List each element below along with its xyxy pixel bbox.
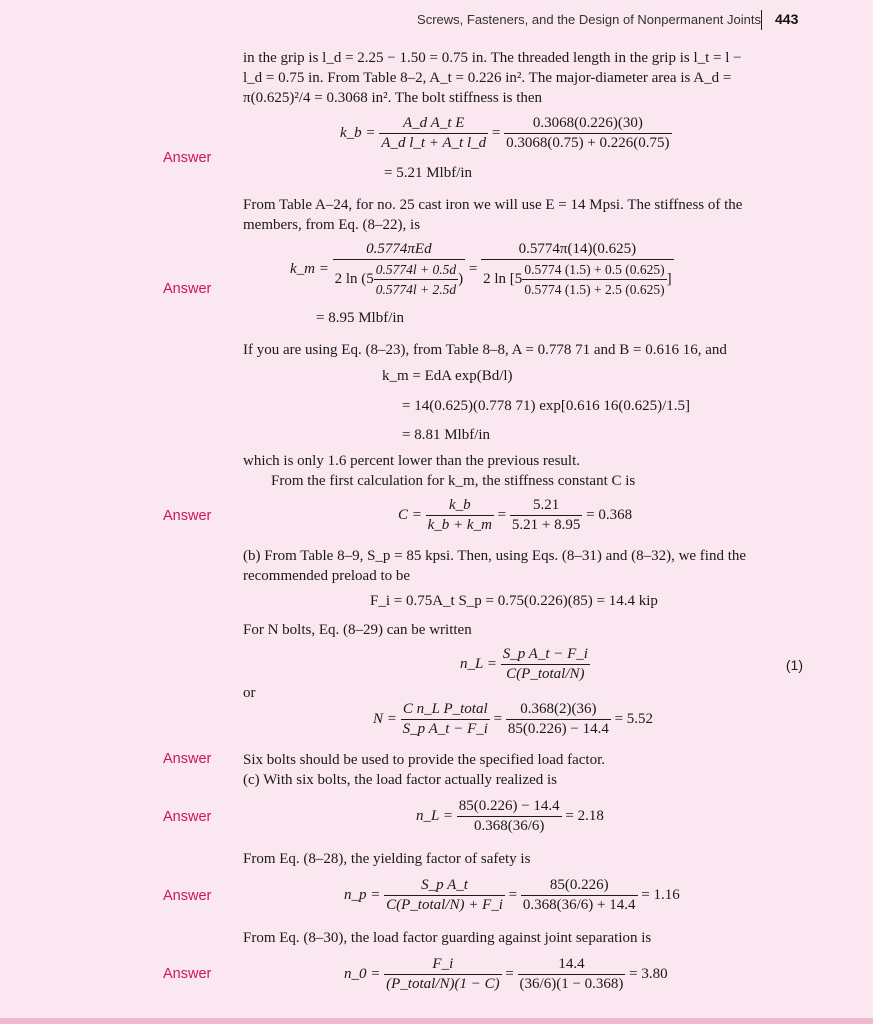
inner-fraction (374, 260, 458, 299)
text-line: recommended preload to be (243, 568, 411, 584)
fraction (504, 114, 671, 153)
text-line: in the grip is l_d = 2.25 − 1.50 = 0.75 in. The threaded length in the grip is l_t = l − (243, 50, 742, 66)
denominator: 2 ln [5 $\frac{0.5774 (1.5) + 0.5 (0.625)}{0.5774 (1.5) + 2.5 (0.625)}$ ] (483, 262, 672, 297)
fraction (481, 240, 674, 299)
running-header (0, 10, 873, 32)
text-line: (c) With six bolts, the load factor actually realized is (243, 772, 558, 788)
header-divider (761, 10, 762, 30)
text-line: (b) From Table 8–9, S_p = 85 kpsi. Then, using Eqs. (8–31) and (8–32), we find the (243, 548, 747, 564)
member-stiffness-equation: k_m = 0.5774πEd 2 ln (5 $\frac{0.5774l + 0.5d}{0.5774l + 2.5d}$ ) = 0.5774π(14)(0.625) 2 ln [5 $\frac{0.5774 (1.5) + 0.5 (0.625)}{0.5774 (1.5) + 2.5 (0.625)}$ ] (290, 241, 672, 297)
bolt-stiffness-equation: k_b = $\frac{\text{A\_d A\_t E}}{\text{A\_d l\_t + A\_t l\_d}}$ = $\frac{0.3068(0.226)(30)}{0.3068(0.75) + 0.226(0.75)}$ (340, 115, 670, 151)
numerator: A_d A_t E (379, 114, 488, 134)
equation-result: = 2.18 (565, 807, 604, 824)
numerator: k_b (426, 496, 494, 516)
paragraph-preload (243, 546, 803, 586)
equation-lhs: k_m = (290, 261, 329, 277)
member-stiffness-alt-line1: k_m = EdA exp(Bd/l) (382, 368, 513, 384)
fraction (521, 876, 638, 915)
fraction (457, 797, 562, 836)
preload-equation: F_i = 0.75A_t S_p = 0.75(0.226)(85) = 14.4 kip (370, 593, 658, 609)
denominator: 85(0.226) − 14.4 (507, 721, 609, 737)
fraction (426, 496, 494, 535)
equation-result: = 5.52 (614, 710, 654, 727)
paragraph-grip-lengths (243, 48, 803, 108)
denominator: 0.3068(0.75) + 0.226(0.75) (506, 135, 670, 151)
text-line: From Table A–24, for no. 25 cast iron we will use E = 14 Mpsi. The stiffness of the (243, 197, 743, 213)
fraction (384, 955, 501, 994)
text-line: which is only 1.6 percent lower than the previous result. (243, 453, 581, 469)
fraction (333, 240, 466, 299)
or-text: or (243, 685, 256, 701)
yielding-factor-equation: n_p = $\frac{\text{S\_p A\_t}}{\text{C(P\_total/N) + F\_i}}$ = $\frac{85(0.226)}{0.368(36/6) + 14.4}$ = 1.16 (344, 877, 680, 913)
numerator: 0.5774πEd (333, 240, 466, 260)
fraction (510, 496, 582, 535)
paragraph-yielding: From Eq. (8–28), the yielding factor of safety is (243, 851, 531, 867)
numerator: 0.5774l + 0.5d (374, 260, 458, 280)
member-stiffness-alt-line3: = 8.81 Mlbf/in (402, 427, 491, 443)
answer-label: Answer (163, 809, 212, 825)
paragraph-n-bolts: For N bolts, Eq. (8–29) can be written (243, 622, 472, 638)
denominator: C(P_total/N) (506, 666, 585, 682)
numerator: 5.21 (510, 496, 582, 516)
numerator: C n_L P_total (401, 700, 490, 720)
equation-lhs: n_0 = (344, 965, 381, 982)
numerator: 0.5774π(14)(0.625) (481, 240, 674, 260)
fraction (384, 876, 505, 915)
paragraph-six-bolts (243, 750, 803, 790)
denominator: 5.21 + 8.95 (511, 517, 581, 533)
stiffness-constant-equation: C = $\frac{k\_b}{k\_b + k\_m}$ = $\frac{5.21}{5.21 + 8.95}$ = 0.368 (398, 497, 633, 533)
numerator: 0.368(2)(36) (506, 700, 611, 720)
numerator: 14.4 (518, 955, 626, 975)
equation-lhs: k_b = (340, 124, 376, 141)
denominator: (36/6)(1 − 0.368) (519, 976, 624, 992)
separation-factor-equation: n_0 = $\frac{F\_i}{\text{(P\_total/N)(1 − C)}}$ = $\frac{14.4}{(36/6)(1 - 0.368)}$ = 3.80 (344, 956, 668, 992)
numerator: S_p A_t (384, 876, 505, 896)
fraction (379, 114, 488, 153)
denominator: 0.368(36/6) + 14.4 (522, 897, 636, 913)
numerator: S_p A_t − F_i (501, 645, 590, 665)
equation-result: = 0.368 (586, 506, 633, 523)
member-stiffness-alt-line2: = 14(0.625)(0.778 71) exp[0.616 16(0.625)/1.5] (402, 398, 690, 414)
equation-number: (1) (785, 657, 803, 673)
numerator: 85(0.226) − 14.4 (457, 797, 562, 817)
text-line: π(0.625)²/4 = 0.3068 in². The bolt stiffness is then (243, 90, 543, 106)
chapter-title: Screws, Fasteners, and the Design of Nonpermanent Joints (417, 12, 761, 27)
denominator: 0.5774 (1.5) + 2.5 (0.625) (524, 282, 665, 297)
text-line: Six bolts should be used to provide the specified load factor. (243, 752, 606, 768)
fraction (401, 700, 490, 739)
answer-label: Answer (163, 508, 212, 524)
inner-fraction (522, 260, 666, 299)
denominator: (P_total/N)(1 − C) (386, 976, 500, 992)
member-stiffness-result: = 8.95 Mlbf/in (316, 310, 405, 326)
equation-result: = 3.80 (629, 965, 668, 982)
fraction (506, 700, 611, 739)
denominator: k_b + k_m (427, 517, 492, 533)
equation-result: = 1.16 (641, 886, 680, 903)
numerator: 0.5774 (1.5) + 0.5 (0.625) (522, 260, 666, 280)
paragraph-joint-separation: From Eq. (8–30), the load factor guarding against joint separation is (243, 930, 652, 946)
text-line: members, from Eq. (8–22), is (243, 217, 421, 233)
number-of-bolts-equation: N = $\frac{\text{C n\_L P\_total}}{\text{S\_p A\_t − F\_i}}$ = $\frac{0.368(2)(36)}{85(0.226) - 14.4}$ = 5.52 (373, 701, 654, 737)
denominator: A_d l_t + A_t l_d (381, 135, 487, 151)
paragraph-member-stiffness (243, 195, 803, 235)
equation-lhs: n_L = (416, 807, 453, 824)
answer-label: Answer (163, 966, 212, 982)
numerator: 85(0.226) (521, 876, 638, 896)
denominator: 0.368(36/6) (473, 818, 545, 834)
load-factor-equation (460, 645, 590, 684)
answer-label: Answer (163, 888, 212, 904)
text-line: From the first calculation for k_m, the stiffness constant C is (271, 473, 636, 489)
paragraph-alt-method: If you are using Eq. (8–23), from Table 8–8, A = 0.778 71 and B = 0.616 16, and (243, 342, 727, 358)
realized-load-factor-equation (416, 797, 604, 836)
answer-label: Answer (163, 751, 212, 767)
numerator: 0.3068(0.226)(30) (504, 114, 671, 134)
denominator: S_p A_t − F_i (402, 721, 488, 737)
equation-lhs: N = (373, 710, 397, 727)
equation-lhs: C = (398, 506, 422, 523)
equation-lhs: n_p = (344, 886, 381, 903)
numerator: F_i (384, 955, 501, 975)
fraction (501, 645, 590, 684)
text-line: l_d = 0.75 in. From Table 8–2, A_t = 0.226 in². The major-diameter area is A_d = (243, 70, 732, 86)
denominator: C(P_total/N) + F_i (386, 897, 503, 913)
answer-label: Answer (163, 281, 212, 297)
page-bottom-bar (0, 1018, 873, 1024)
answer-label: Answer (163, 150, 212, 166)
denominator: 2 ln (5 $\frac{0.5774l + 0.5d}{0.5774l + 2.5d}$ ) (334, 262, 464, 297)
fraction (518, 955, 626, 994)
paragraph-comparison (243, 451, 803, 491)
denominator: 0.5774l + 2.5d (375, 282, 457, 297)
page-number: 443 (775, 11, 799, 27)
equation-lhs: n_L = (460, 655, 497, 672)
bolt-stiffness-result: = 5.21 Mlbf/in (384, 165, 473, 181)
